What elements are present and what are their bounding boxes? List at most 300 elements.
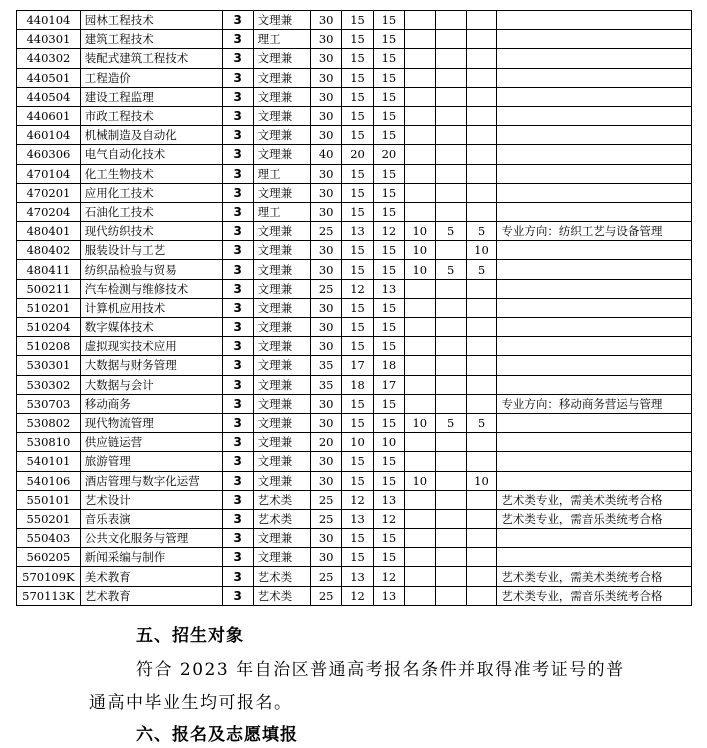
cell-plan-c (404, 490, 435, 509)
cell-plan-c (404, 30, 435, 49)
cell-plan-total: 30 (311, 413, 342, 432)
cell-plan-b: 15 (373, 126, 404, 145)
cell-plan-total: 30 (311, 68, 342, 87)
cell-code: 500211 (17, 279, 81, 298)
cell-plan-b: 15 (373, 452, 404, 471)
cell-plan-c (404, 375, 435, 394)
cell-plan-e (466, 30, 497, 49)
cell-code: 530802 (17, 413, 81, 432)
cell-plan-e (466, 279, 497, 298)
cell-years: 3 (222, 49, 253, 68)
cell-plan-total: 30 (311, 529, 342, 548)
cell-plan-c (404, 279, 435, 298)
cell-years: 3 (222, 30, 253, 49)
cell-subject: 文理兼 (253, 529, 311, 548)
cell-subject: 文理兼 (253, 356, 311, 375)
cell-plan-b: 12 (373, 222, 404, 241)
cell-years: 3 (222, 586, 253, 605)
cell-subject: 文理兼 (253, 452, 311, 471)
cell-plan-d (435, 183, 466, 202)
cell-plan-a: 15 (342, 11, 374, 30)
cell-plan-e (466, 183, 497, 202)
cell-plan-e (466, 318, 497, 337)
cell-plan-a: 15 (342, 529, 374, 548)
cell-plan-d (435, 375, 466, 394)
cell-major: 旅游管理 (80, 452, 222, 471)
cell-code: 530810 (17, 433, 81, 452)
cell-subject: 文理兼 (253, 413, 311, 432)
cell-plan-c (404, 318, 435, 337)
table-row (17, 260, 692, 279)
table-row (17, 337, 692, 356)
cell-plan-e (466, 548, 497, 567)
table-row (17, 471, 692, 490)
table-row (17, 529, 692, 548)
table-body (17, 11, 692, 606)
cell-code: 470204 (17, 202, 81, 221)
cell-plan-b: 15 (373, 260, 404, 279)
cell-plan-c (404, 298, 435, 317)
cell-subject: 文理兼 (253, 241, 311, 260)
cell-major: 纺织品检验与贸易 (80, 260, 222, 279)
cell-plan-total: 30 (311, 87, 342, 106)
table-row (17, 126, 692, 145)
cell-plan-a: 15 (342, 68, 374, 87)
cell-major: 美术教育 (80, 567, 222, 586)
cell-code: 440504 (17, 87, 81, 106)
cell-years: 3 (222, 202, 253, 221)
cell-remark: 专业方向：纺织工艺与设备管理 (497, 222, 692, 241)
table-row (17, 183, 692, 202)
cell-plan-b: 20 (373, 145, 404, 164)
cell-plan-total: 25 (311, 279, 342, 298)
cell-plan-c (404, 145, 435, 164)
cell-plan-e (466, 11, 497, 30)
cell-major: 虚拟现实技术应用 (80, 337, 222, 356)
cell-plan-e: 5 (466, 413, 497, 432)
cell-code: 530302 (17, 375, 81, 394)
cell-remark (497, 106, 692, 125)
cell-plan-total: 25 (311, 586, 342, 605)
cell-plan-a: 12 (342, 586, 374, 605)
cell-plan-b: 15 (373, 106, 404, 125)
cell-subject: 文理兼 (253, 337, 311, 356)
cell-years: 3 (222, 452, 253, 471)
cell-plan-d (435, 145, 466, 164)
cell-plan-c: 10 (404, 413, 435, 432)
cell-years: 3 (222, 145, 253, 164)
cell-subject: 文理兼 (253, 279, 311, 298)
cell-plan-total: 30 (311, 202, 342, 221)
cell-subject: 文理兼 (253, 298, 311, 317)
cell-subject: 艺术类 (253, 509, 311, 528)
cell-subject: 艺术类 (253, 567, 311, 586)
cell-code: 570113K (17, 586, 81, 605)
cell-plan-e: 5 (466, 260, 497, 279)
cell-plan-e (466, 126, 497, 145)
cell-plan-c (404, 87, 435, 106)
cell-plan-a: 15 (342, 548, 374, 567)
table-row (17, 413, 692, 432)
cell-plan-c (404, 356, 435, 375)
cell-plan-d (435, 567, 466, 586)
cell-plan-total: 20 (311, 433, 342, 452)
cell-plan-total: 40 (311, 145, 342, 164)
cell-plan-total: 35 (311, 375, 342, 394)
cell-plan-total: 30 (311, 452, 342, 471)
cell-subject: 文理兼 (253, 375, 311, 394)
cell-plan-b: 15 (373, 202, 404, 221)
cell-plan-d (435, 529, 466, 548)
cell-plan-a: 15 (342, 30, 374, 49)
cell-plan-a: 18 (342, 375, 374, 394)
cell-plan-d (435, 279, 466, 298)
cell-years: 3 (222, 413, 253, 432)
cell-remark (497, 356, 692, 375)
cell-plan-e (466, 586, 497, 605)
cell-plan-a: 15 (342, 452, 374, 471)
cell-plan-total: 30 (311, 11, 342, 30)
cell-plan-a: 15 (342, 49, 374, 68)
cell-plan-e (466, 452, 497, 471)
cell-code: 440601 (17, 106, 81, 125)
cell-subject: 文理兼 (253, 87, 311, 106)
cell-plan-b: 15 (373, 337, 404, 356)
cell-plan-e (466, 509, 497, 528)
table-row (17, 11, 692, 30)
cell-remark (497, 548, 692, 567)
cell-major: 现代物流管理 (80, 413, 222, 432)
cell-major: 工程造价 (80, 68, 222, 87)
cell-code: 550101 (17, 490, 81, 509)
cell-plan-b: 15 (373, 11, 404, 30)
cell-plan-a: 10 (342, 433, 374, 452)
cell-subject: 文理兼 (253, 260, 311, 279)
cell-plan-total: 35 (311, 356, 342, 375)
cell-plan-d: 5 (435, 260, 466, 279)
cell-code: 550403 (17, 529, 81, 548)
cell-remark (497, 241, 692, 260)
table-row (17, 548, 692, 567)
cell-plan-a: 15 (342, 413, 374, 432)
cell-years: 3 (222, 509, 253, 528)
cell-code: 540106 (17, 471, 81, 490)
cell-code: 440302 (17, 49, 81, 68)
cell-plan-d (435, 490, 466, 509)
cell-plan-d: 5 (435, 222, 466, 241)
cell-code: 510204 (17, 318, 81, 337)
cell-plan-b: 15 (373, 183, 404, 202)
cell-code: 460104 (17, 126, 81, 145)
cell-subject: 文理兼 (253, 106, 311, 125)
cell-plan-b: 15 (373, 529, 404, 548)
cell-years: 3 (222, 318, 253, 337)
cell-years: 3 (222, 241, 253, 260)
cell-plan-e (466, 490, 497, 509)
cell-remark (497, 49, 692, 68)
enrollment-plan-table (16, 10, 692, 606)
cell-major: 大数据与财务管理 (80, 356, 222, 375)
cell-remark (497, 337, 692, 356)
cell-remark (497, 68, 692, 87)
cell-years: 3 (222, 375, 253, 394)
cell-remark (497, 183, 692, 202)
cell-plan-e (466, 356, 497, 375)
table-row (17, 394, 692, 413)
cell-plan-e (466, 394, 497, 413)
cell-plan-c (404, 126, 435, 145)
cell-plan-c (404, 529, 435, 548)
cell-plan-total: 30 (311, 183, 342, 202)
table-row (17, 509, 692, 528)
cell-plan-d (435, 30, 466, 49)
cell-code: 470201 (17, 183, 81, 202)
table-row (17, 375, 692, 394)
cell-plan-e (466, 106, 497, 125)
cell-years: 3 (222, 394, 253, 413)
cell-plan-c: 10 (404, 260, 435, 279)
cell-plan-a: 15 (342, 202, 374, 221)
table-row (17, 567, 692, 586)
cell-plan-a: 12 (342, 490, 374, 509)
cell-code: 560205 (17, 548, 81, 567)
cell-years: 3 (222, 183, 253, 202)
cell-plan-total: 30 (311, 318, 342, 337)
cell-major: 装配式建筑工程技术 (80, 49, 222, 68)
cell-plan-c (404, 49, 435, 68)
cell-plan-a: 15 (342, 471, 374, 490)
cell-plan-b: 12 (373, 509, 404, 528)
cell-remark (497, 452, 692, 471)
table-row (17, 222, 692, 241)
cell-plan-d (435, 68, 466, 87)
cell-plan-d (435, 11, 466, 30)
cell-plan-total: 30 (311, 298, 342, 317)
cell-remark (497, 87, 692, 106)
section-6-heading: 六、报名及志愿填报 (136, 725, 298, 745)
cell-code: 480401 (17, 222, 81, 241)
cell-plan-a: 20 (342, 145, 374, 164)
cell-subject: 文理兼 (253, 49, 311, 68)
cell-years: 3 (222, 260, 253, 279)
cell-plan-b: 15 (373, 87, 404, 106)
cell-plan-a: 15 (342, 183, 374, 202)
cell-plan-e: 10 (466, 471, 497, 490)
cell-plan-b: 15 (373, 394, 404, 413)
cell-remark (497, 164, 692, 183)
cell-plan-a: 15 (342, 260, 374, 279)
cell-plan-c (404, 548, 435, 567)
cell-plan-c (404, 433, 435, 452)
cell-remark (497, 375, 692, 394)
cell-plan-a: 15 (342, 87, 374, 106)
cell-plan-d (435, 241, 466, 260)
cell-major: 建筑工程技术 (80, 30, 222, 49)
cell-plan-d (435, 337, 466, 356)
cell-plan-c (404, 202, 435, 221)
cell-plan-c (404, 337, 435, 356)
cell-remark: 艺术类专业，需音乐类统考合格 (497, 509, 692, 528)
cell-plan-total: 30 (311, 49, 342, 68)
cell-plan-a: 15 (342, 394, 374, 413)
cell-plan-e (466, 164, 497, 183)
cell-plan-b: 13 (373, 586, 404, 605)
cell-plan-d (435, 164, 466, 183)
table-row (17, 318, 692, 337)
cell-years: 3 (222, 106, 253, 125)
cell-plan-b: 15 (373, 471, 404, 490)
cell-subject: 文理兼 (253, 222, 311, 241)
cell-plan-a: 13 (342, 567, 374, 586)
cell-major: 计算机应用技术 (80, 298, 222, 317)
cell-years: 3 (222, 164, 253, 183)
cell-remark (497, 30, 692, 49)
cell-plan-total: 30 (311, 394, 342, 413)
cell-plan-b: 15 (373, 30, 404, 49)
cell-plan-e (466, 87, 497, 106)
table-row (17, 356, 692, 375)
cell-plan-total: 30 (311, 126, 342, 145)
cell-plan-b: 13 (373, 279, 404, 298)
cell-plan-total: 30 (311, 471, 342, 490)
table-row (17, 30, 692, 49)
table-row (17, 68, 692, 87)
cell-subject: 理工 (253, 164, 311, 183)
cell-plan-e (466, 567, 497, 586)
cell-years: 3 (222, 529, 253, 548)
cell-years: 3 (222, 222, 253, 241)
cell-plan-b: 15 (373, 298, 404, 317)
cell-plan-d (435, 394, 466, 413)
cell-plan-e: 5 (466, 222, 497, 241)
cell-remark (497, 202, 692, 221)
cell-years: 3 (222, 279, 253, 298)
cell-plan-a: 15 (342, 106, 374, 125)
cell-years: 3 (222, 356, 253, 375)
cell-plan-b: 12 (373, 567, 404, 586)
table-row (17, 452, 692, 471)
cell-remark (497, 471, 692, 490)
cell-major: 公共文化服务与管理 (80, 529, 222, 548)
cell-plan-c (404, 106, 435, 125)
cell-plan-total: 30 (311, 337, 342, 356)
cell-plan-b: 15 (373, 318, 404, 337)
cell-plan-b: 15 (373, 413, 404, 432)
cell-plan-b: 15 (373, 548, 404, 567)
cell-plan-d (435, 49, 466, 68)
cell-plan-c: 10 (404, 222, 435, 241)
table-row (17, 164, 692, 183)
cell-major: 现代纺织技术 (80, 222, 222, 241)
cell-years: 3 (222, 87, 253, 106)
cell-plan-b: 13 (373, 490, 404, 509)
cell-plan-e: 10 (466, 241, 497, 260)
cell-code: 540101 (17, 452, 81, 471)
cell-plan-total: 30 (311, 241, 342, 260)
cell-code: 440301 (17, 30, 81, 49)
table-row (17, 145, 692, 164)
cell-remark (497, 11, 692, 30)
cell-plan-d (435, 586, 466, 605)
cell-plan-c (404, 509, 435, 528)
cell-plan-b: 15 (373, 164, 404, 183)
cell-plan-e (466, 49, 497, 68)
table-row (17, 490, 692, 509)
cell-major: 化工生物技术 (80, 164, 222, 183)
cell-major: 石油化工技术 (80, 202, 222, 221)
cell-plan-c: 10 (404, 471, 435, 490)
cell-subject: 文理兼 (253, 433, 311, 452)
cell-subject: 艺术类 (253, 490, 311, 509)
cell-major: 大数据与会计 (80, 375, 222, 394)
cell-plan-total: 30 (311, 548, 342, 567)
cell-major: 新闻采编与制作 (80, 548, 222, 567)
cell-major: 艺术教育 (80, 586, 222, 605)
table-row (17, 241, 692, 260)
cell-major: 应用化工技术 (80, 183, 222, 202)
cell-plan-total: 25 (311, 509, 342, 528)
table-row (17, 298, 692, 317)
cell-plan-c (404, 68, 435, 87)
cell-subject: 文理兼 (253, 68, 311, 87)
cell-plan-d (435, 452, 466, 471)
table-row (17, 586, 692, 605)
cell-plan-b: 15 (373, 49, 404, 68)
cell-plan-total: 30 (311, 260, 342, 279)
cell-plan-c (404, 394, 435, 413)
cell-plan-e (466, 145, 497, 164)
cell-subject: 文理兼 (253, 548, 311, 567)
cell-code: 480402 (17, 241, 81, 260)
cell-plan-e (466, 298, 497, 317)
cell-plan-c (404, 567, 435, 586)
cell-plan-d (435, 298, 466, 317)
cell-subject: 理工 (253, 202, 311, 221)
cell-plan-total: 30 (311, 106, 342, 125)
cell-plan-b: 10 (373, 433, 404, 452)
cell-plan-d (435, 318, 466, 337)
cell-years: 3 (222, 471, 253, 490)
table-row (17, 202, 692, 221)
cell-remark: 艺术类专业，需音乐类统考合格 (497, 586, 692, 605)
cell-plan-b: 15 (373, 68, 404, 87)
cell-major: 移动商务 (80, 394, 222, 413)
cell-plan-e (466, 337, 497, 356)
cell-plan-d (435, 202, 466, 221)
cell-years: 3 (222, 126, 253, 145)
cell-plan-a: 13 (342, 222, 374, 241)
cell-years: 3 (222, 433, 253, 452)
cell-plan-a: 15 (342, 337, 374, 356)
cell-plan-d (435, 509, 466, 528)
cell-remark (497, 413, 692, 432)
section-5-text-line-2: 通高中毕业生均可报名。 (89, 693, 293, 713)
cell-code: 480411 (17, 260, 81, 279)
cell-subject: 文理兼 (253, 394, 311, 413)
cell-remark (497, 318, 692, 337)
cell-plan-a: 15 (342, 241, 374, 260)
cell-major: 汽车检测与维修技术 (80, 279, 222, 298)
cell-remark (497, 279, 692, 298)
cell-plan-d (435, 433, 466, 452)
cell-plan-a: 15 (342, 126, 374, 145)
cell-remark (497, 126, 692, 145)
cell-remark (497, 298, 692, 317)
table-row (17, 87, 692, 106)
cell-major: 音乐表演 (80, 509, 222, 528)
cell-plan-e (466, 433, 497, 452)
cell-plan-total: 30 (311, 164, 342, 183)
